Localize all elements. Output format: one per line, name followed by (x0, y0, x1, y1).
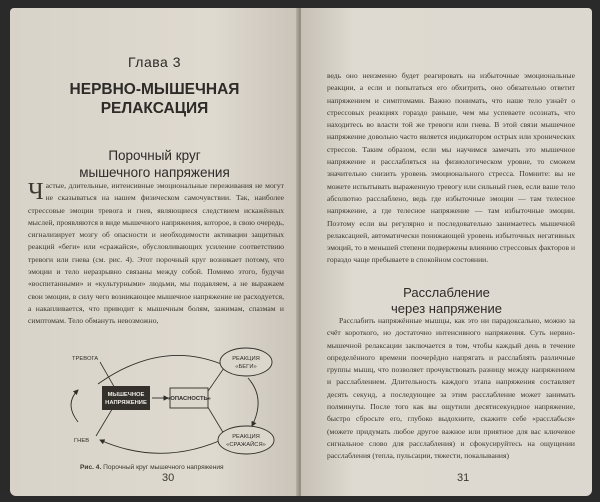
node-anxiety: ТРЕВОГА (72, 356, 99, 362)
page-number-left: 30 (162, 472, 175, 484)
left-body-text (28, 180, 284, 328)
drop-cap: Ч (28, 179, 44, 205)
cycle-arrow-bottom (100, 437, 228, 453)
chapter-title-line1: НЕРВНО-МЫШЕЧНАЯ (69, 81, 240, 98)
node-muscle-tension-box (102, 386, 150, 410)
node-fight-ellipse (218, 426, 274, 454)
section-title-relaxation-line1: Расслабление (403, 285, 490, 300)
open-book (10, 8, 592, 496)
node-muscle-tension-line2: НАПРЯЖЕНИЕ (105, 400, 147, 406)
figure-caption (80, 464, 224, 471)
left-body-paragraph: астые, длительные, интенсивные эмоциональные переживания не могут не сказываться на нашем физическом самочувствии. Так, наиболее стрессовые эмоции тревога и гнев, являющиеся следствием искажённых мыслей, проявляются в виде мышечного напряжения, которое, в свою очередь, сигнализирует мозгу об опасности и необходимости активации защитных реакций «беги» или «сражайся», обусловливающих усиление соответствию тревоги или гнева (см. рис. 4). Этот порочный круг возникает потому, что эмоции и тело неразрывно связаны между собой. Помимо этого, будучи «воспитанными» и «культурными» людьми, мы подавляем, а не выражаем свои эмоции, в силу чего возникающее мышечное напряжение не расходуется, а накапливается, что приводит к мышечным болям, зажимам, спазмам и симптомам. Тело обмануть невозможно, (28, 181, 284, 326)
node-flight-ellipse (220, 348, 272, 376)
right-page (301, 8, 592, 496)
section-title-relaxation-line2: через напряжение (391, 301, 502, 316)
vicious-circle-diagram (38, 342, 288, 460)
section-title-line1: Порочный круг (108, 148, 201, 163)
chapter-title-line2: РЕЛАКСАЦИЯ (100, 100, 209, 117)
chapter-title (10, 80, 299, 118)
section-title (10, 147, 299, 181)
node-muscle-tension-line1: МЫШЕЧНОЕ (107, 392, 145, 398)
section-title-relaxation (301, 285, 592, 317)
node-flight-line1: РЕАКЦИЯ (232, 356, 260, 362)
right-paragraph-2: Расслабить напряжённые мышцы, как это ни парадоксально, можно за счёт короткого, но достаточно интенсивного напряжения. Суть нервно-мышечной релаксации заключается в том, чтобы каждый день в течение определённого времени поочерёдно напрягать и расслаблять различные группы мышц, что позволяет прочувствовать разницу между напряжением и расслаблением. Длительность каждого этапа напряжения составляет десять секунд, а последующее за этим расслабление может занимать полминуты. После того как вы ощутили десятисекундное напряжение, быстро сбросьте его, глубоко выдохните, скажите себе «расслабься» (можете придумать любое другое важное или приятное для вас ключевое сигнальное слово для расслабления) и сфокусируйтесь на ощущении расслабления (тепла, пульсации, тяжести, покалывания) (327, 316, 575, 461)
cycle-arrow-left (71, 390, 78, 422)
node-flight-line2: «БЕГИ» (235, 364, 257, 370)
page-number-right: 31 (457, 472, 470, 484)
cycle-arrow-top (98, 355, 226, 384)
caption-label: Рис. 4. (80, 464, 102, 471)
caption-text: Порочный круг мышечного напряжения (103, 464, 224, 471)
right-paragraph-1: ведь оно неизменно будет реагировать на избыточные эмоциональные реакции, а если и попытаться его обхитрить, оно обязательно ответит напряжением и симптомами. Важно понимать, что наше тело узнаёт о стрессовых реакциях гораздо раньше, чем мы успеваете осознать, что находитесь во власти той же тревоги или гнева. В этой связи мышечное напряжение довольно часто является индикатором острых или хронических стрессов. Таким образом, если мы научимся замечать это мышечное напряжение и расслабляться на физиологическом уровне, то сможем значительно снизить уровень эмоционального стресса. Помните: вы не можете испытывать выраженную тревогу или сильный гнев, если ваше тело абсолютно расслаблено, ведь где избыточные эмоции — там телесное напряжение, а где телесное напряжение — там избыточные эмоции. Поэтому если вы регулярно и последовательно занимаетесь мышечной релаксацией, автоматически понижающей уровень избыточных негативных эмоций, то в меньшей степени подвержены влиянию стрессовых факторов и гораздо чаще пребываете в спокойном состоянии. (327, 71, 576, 265)
node-danger: «ОПАСНОСТЬ» (167, 396, 211, 402)
section-title-line2: мышечного напряжения (79, 165, 230, 180)
chapter-number: Глава 3 (128, 54, 181, 70)
left-page (10, 8, 299, 496)
node-anger: ГНЕВ (74, 438, 90, 444)
node-fight-line1: РЕАКЦИЯ (232, 434, 260, 440)
cycle-arrow-right (248, 378, 258, 426)
node-fight-line2: «СРАЖАЙСЯ» (226, 442, 266, 448)
